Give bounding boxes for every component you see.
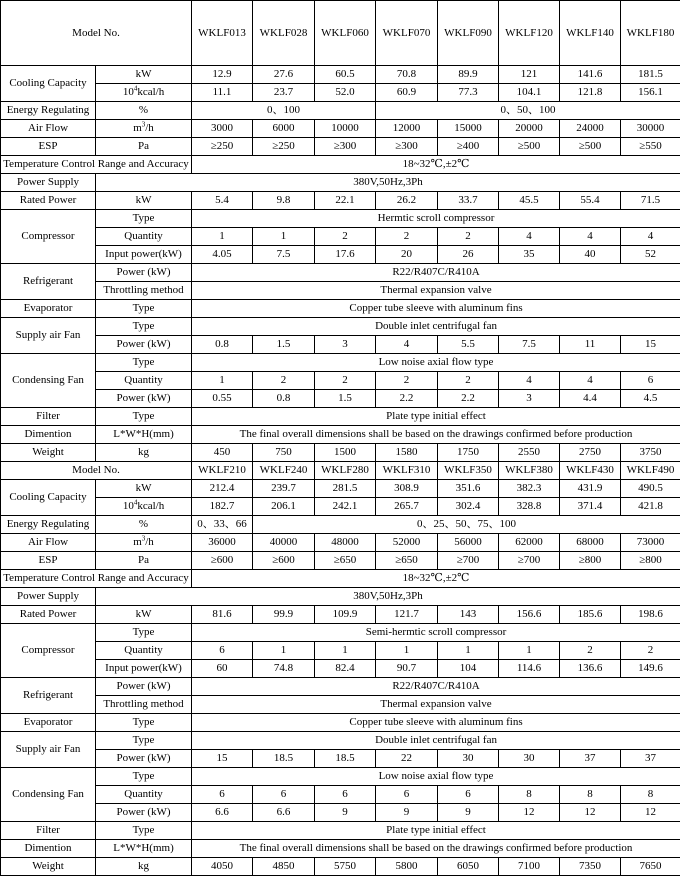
cond-fan-power-value: 9 [376,804,438,822]
power-supply-value: 380V,50Hz,3Ph [96,588,680,606]
compressor-input-value: 60 [192,660,253,678]
compressor-qty-value: 1 [253,642,315,660]
dimension-value: The final overall dimensions shall be based on the drawings confirmed before production [192,840,680,858]
evaporator-value: Copper tube sleeve with aluminum fins [192,714,680,732]
unit-percent: % [96,102,192,120]
cond-fan-qty-value: 4 [499,372,560,390]
compressor-input-value: 74.8 [253,660,315,678]
cond-fan-qty-value: 2 [438,372,499,390]
air-flow-value: 68000 [560,534,621,552]
energy-regulating-value: 0、100 [192,102,376,120]
weight-value: 3750 [621,444,680,462]
cooling-kcal-value: 23.7 [253,84,315,102]
refrigerant-label: Refrigerant [1,264,96,300]
throttling-label: Throttling method [96,696,192,714]
compressor-input-value: 136.6 [560,660,621,678]
unit-m3h: $m^3/h$ [96,534,192,552]
esp-label: ESP [1,138,96,156]
air-flow-value: 24000 [560,120,621,138]
cond-fan-qty-value: 2 [253,372,315,390]
cond-fan-qty-value: 2 [315,372,376,390]
model-cell: WKLF140 [560,1,621,66]
supply-fan-power-value: 4 [376,336,438,354]
rated-power-value: 9.8 [253,192,315,210]
compressor-qty-value: 6 [192,642,253,660]
unit-kw: kW [96,192,192,210]
type-label: Type [96,354,192,372]
cond-fan-power-value: 12 [560,804,621,822]
compressor-qty-value: 2 [560,642,621,660]
cond-fan-power-value: 9 [438,804,499,822]
energy-regulating-label: Energy Regulating [1,102,96,120]
model-cell: WKLF180 [621,1,680,66]
weight-value: 7100 [499,858,560,876]
air-flow-value: 73000 [621,534,680,552]
rated-power-label: Rated Power [1,192,96,210]
cooling-kcal-value: 302.4 [438,498,499,516]
cooling-kw-value: 12.9 [192,66,253,84]
throttling-label: Throttling method [96,282,192,300]
cooling-kcal-value: 265.7 [376,498,438,516]
power-supply-value: 380V,50Hz,3Ph [96,174,680,192]
air-flow-value: 62000 [499,534,560,552]
supply-fan-power-value: 15 [621,336,680,354]
supply-fan-power-value: 5.5 [438,336,499,354]
condensing-fan-type-value: Low noise axial flow type [192,768,680,786]
compressor-input-value: 52 [621,246,680,264]
weight-value: 2550 [499,444,560,462]
rated-power-value: 121.7 [376,606,438,624]
cooling-capacity-label: Cooling Capacity [1,66,96,102]
model-no-header: Model No. [1,1,192,66]
esp-value: ≥300 [315,138,376,156]
cooling-kw-value: 351.6 [438,480,499,498]
supply-fan-power-value: 18.5 [315,750,376,768]
cond-fan-power-value: 0.8 [253,390,315,408]
filter-label: Filter [1,408,96,426]
unit-pa: Pa [96,552,192,570]
cooling-kw-value: 141.6 [560,66,621,84]
weight-value: 7650 [621,858,680,876]
compressor-type-value: Semi-hermtic scroll compressor [192,624,680,642]
cooling-kw-value: 181.5 [621,66,680,84]
cooling-kcal-value: 121.8 [560,84,621,102]
air-flow-value: 20000 [499,120,560,138]
cooling-capacity-label: Cooling Capacity [1,480,96,516]
supply-fan-label: Supply air Fan [1,318,96,354]
model-cell: WKLF380 [499,462,560,480]
energy-regulating-value: 0、25、50、75、100 [253,516,680,534]
filter-value: Plate type initial effect [192,822,680,840]
rated-power-label: Rated Power [1,606,96,624]
cooling-kcal-value: 60.9 [376,84,438,102]
compressor-input-value: 40 [560,246,621,264]
cooling-kcal-value: 206.1 [253,498,315,516]
temperature-control-label: Temperature Control Range and Accuracy [1,570,192,588]
supply-fan-power-value: 22 [376,750,438,768]
cond-fan-qty-value: 2 [376,372,438,390]
unit-kg: kg [96,444,192,462]
cooling-kcal-value: 182.7 [192,498,253,516]
rated-power-value: 33.7 [438,192,499,210]
evaporator-label: Evaporator [1,714,96,732]
compressor-label: Compressor [1,210,96,264]
model-no-header: Model No. [1,462,192,480]
model-cell: WKLF490 [621,462,680,480]
refrigerant-value: R22/R407C/R410A [192,678,680,696]
esp-value: ≥700 [499,552,560,570]
unit-kcal: $10^4kcal/h$ [96,498,192,516]
rated-power-value: 55.4 [560,192,621,210]
rated-power-value: 26.2 [376,192,438,210]
dimension-label: Dimention [1,426,96,444]
unit-kw: kW [96,66,192,84]
compressor-input-value: 149.6 [621,660,680,678]
compressor-input-value: 114.6 [499,660,560,678]
rated-power-value: 198.6 [621,606,680,624]
cooling-kw-value: 89.9 [438,66,499,84]
supply-fan-power-value: 0.8 [192,336,253,354]
model-cell: WKLF028 [253,1,315,66]
air-flow-label: Air Flow [1,120,96,138]
air-flow-value: 3000 [192,120,253,138]
cooling-kw-value: 239.7 [253,480,315,498]
temperature-control-value: 18~32℃,±2℃ [192,570,680,588]
rated-power-value: 185.6 [560,606,621,624]
esp-value: ≥700 [438,552,499,570]
weight-value: 1580 [376,444,438,462]
model-cell: WKLF060 [315,1,376,66]
esp-value: ≥400 [438,138,499,156]
fan-power-label: Power (kW) [96,804,192,822]
cond-fan-qty-value: 8 [560,786,621,804]
compressor-input-value: 4.05 [192,246,253,264]
cond-fan-qty-value: 1 [192,372,253,390]
cooling-kw-value: 281.5 [315,480,376,498]
air-flow-value: 56000 [438,534,499,552]
esp-value: ≥300 [376,138,438,156]
supply-fan-power-value: 18.5 [253,750,315,768]
cond-fan-qty-value: 6 [621,372,680,390]
compressor-label: Compressor [1,624,96,678]
energy-regulating-value: 0、50、100 [376,102,680,120]
compressor-qty-value: 1 [192,228,253,246]
type-label: Type [96,732,192,750]
type-label: Type [96,624,192,642]
fan-power-label: Power (kW) [96,390,192,408]
weight-value: 4850 [253,858,315,876]
compressor-input-value: 104 [438,660,499,678]
cooling-kw-value: 70.8 [376,66,438,84]
rated-power-value: 45.5 [499,192,560,210]
temperature-control-label: Temperature Control Range and Accuracy [1,156,192,174]
power-supply-label: Power Supply [1,588,96,606]
cond-fan-power-value: 3 [499,390,560,408]
supply-fan-type-value: Double inlet centrifugal fan [192,318,680,336]
compressor-type-value: Hermtic scroll compressor [192,210,680,228]
cooling-kw-value: 382.3 [499,480,560,498]
cond-fan-qty-value: 4 [560,372,621,390]
esp-value: ≥250 [192,138,253,156]
compressor-input-value: 20 [376,246,438,264]
air-flow-value: 15000 [438,120,499,138]
model-cell: WKLF310 [376,462,438,480]
rated-power-value: 143 [438,606,499,624]
weight-value: 6050 [438,858,499,876]
cond-fan-qty-value: 6 [438,786,499,804]
supply-fan-type-value: Double inlet centrifugal fan [192,732,680,750]
model-cell: WKLF070 [376,1,438,66]
type-label: Type [96,318,192,336]
header-row [1,1,680,66]
compressor-input-value: 26 [438,246,499,264]
filter-label: Filter [1,822,96,840]
condensing-fan-type-value: Low noise axial flow type [192,354,680,372]
evaporator-label: Evaporator [1,300,96,318]
cooling-kcal-value: 77.3 [438,84,499,102]
unit-kcal: $10^4kcal/h$ [96,84,192,102]
model-cell: WKLF280 [315,462,376,480]
cond-fan-power-value: 4.4 [560,390,621,408]
filter-value: Plate type initial effect [192,408,680,426]
weight-value: 1750 [438,444,499,462]
dimension-value: The final overall dimensions shall be based on the drawings confirmed before production [192,426,680,444]
esp-value: ≥600 [192,552,253,570]
compressor-qty-value: 2 [315,228,376,246]
compressor-qty-value: 2 [621,642,680,660]
compressor-qty-value: 1 [376,642,438,660]
air-flow-value: 40000 [253,534,315,552]
esp-value: ≥800 [621,552,680,570]
cond-fan-qty-value: 8 [621,786,680,804]
unit-kw: kW [96,480,192,498]
cond-fan-qty-value: 8 [499,786,560,804]
rated-power-value: 156.6 [499,606,560,624]
model-cell: WKLF430 [560,462,621,480]
air-flow-value: 30000 [621,120,680,138]
weight-value: 1500 [315,444,376,462]
quantity-label: Quantity [96,786,192,804]
compressor-input-value: 35 [499,246,560,264]
fan-power-label: Power (kW) [96,750,192,768]
model-cell: WKLF090 [438,1,499,66]
unit-kg: kg [96,858,192,876]
cond-fan-power-value: 2.2 [376,390,438,408]
model-cell: WKLF240 [253,462,315,480]
cooling-kcal-value: 11.1 [192,84,253,102]
compressor-qty-value: 2 [438,228,499,246]
rated-power-value: 99.9 [253,606,315,624]
cond-fan-power-value: 6.6 [192,804,253,822]
esp-value: ≥800 [560,552,621,570]
cooling-kcal-value: 421.8 [621,498,680,516]
cond-fan-power-value: 2.2 [438,390,499,408]
supply-fan-power-value: 30 [438,750,499,768]
compressor-qty-value: 4 [499,228,560,246]
weight-value: 750 [253,444,315,462]
type-label: Type [96,210,192,228]
esp-label: ESP [1,552,96,570]
quantity-label: Quantity [96,642,192,660]
throttling-value: Thermal expansion valve [192,282,680,300]
supply-fan-power-value: 37 [621,750,680,768]
air-flow-value: 52000 [376,534,438,552]
input-power-label: Input power(kW) [96,246,192,264]
type-label: Type [96,408,192,426]
cond-fan-qty-value: 6 [253,786,315,804]
weight-label: Weight [1,858,96,876]
throttling-value: Thermal expansion valve [192,696,680,714]
unit-pa: Pa [96,138,192,156]
air-flow-label: Air Flow [1,534,96,552]
dimension-unit: L*W*H(mm) [96,426,192,444]
condensing-fan-label: Condensing Fan [1,354,96,408]
evaporator-value: Copper tube sleeve with aluminum fins [192,300,680,318]
esp-value: ≥650 [376,552,438,570]
cond-fan-power-value: 4.5 [621,390,680,408]
air-flow-value: 10000 [315,120,376,138]
compressor-qty-value: 1 [438,642,499,660]
weight-value: 7350 [560,858,621,876]
compressor-input-value: 7.5 [253,246,315,264]
model-cell: WKLF210 [192,462,253,480]
cond-fan-qty-value: 6 [315,786,376,804]
rated-power-value: 71.5 [621,192,680,210]
cooling-kw-value: 490.5 [621,480,680,498]
unit-m3h: $m^3/h$ [96,120,192,138]
weight-value: 2750 [560,444,621,462]
weight-value: 5800 [376,858,438,876]
supply-fan-power-value: 1.5 [253,336,315,354]
compressor-qty-value: 1 [315,642,376,660]
esp-value: ≥250 [253,138,315,156]
esp-value: ≥500 [499,138,560,156]
esp-value: ≥650 [315,552,376,570]
dimension-unit: L*W*H(mm) [96,840,192,858]
power-supply-label: Power Supply [1,174,96,192]
quantity-label: Quantity [96,228,192,246]
supply-fan-power-value: 15 [192,750,253,768]
rated-power-value: 81.6 [192,606,253,624]
condensing-fan-label: Condensing Fan [1,768,96,822]
supply-fan-power-value: 30 [499,750,560,768]
model-cell: WKLF013 [192,1,253,66]
cond-fan-power-value: 1.5 [315,390,376,408]
supply-fan-power-value: 7.5 [499,336,560,354]
ref-power-label: Power (kW) [96,264,192,282]
cooling-kcal-value: 104.1 [499,84,560,102]
cond-fan-qty-value: 6 [192,786,253,804]
cond-fan-power-value: 0.55 [192,390,253,408]
cond-fan-power-value: 6.6 [253,804,315,822]
cooling-kw-value: 121 [499,66,560,84]
cond-fan-qty-value: 6 [376,786,438,804]
ref-power-label: Power (kW) [96,678,192,696]
fan-power-label: Power (kW) [96,336,192,354]
esp-value: ≥550 [621,138,680,156]
compressor-qty-value: 4 [560,228,621,246]
compressor-input-value: 90.7 [376,660,438,678]
dimension-label: Dimention [1,840,96,858]
weight-value: 4050 [192,858,253,876]
cooling-kcal-value: 371.4 [560,498,621,516]
model-cell: WKLF120 [499,1,560,66]
supply-fan-power-value: 3 [315,336,376,354]
energy-regulating-value: 0、33、66 [192,516,253,534]
type-label: Type [96,822,192,840]
cooling-kw-value: 60.5 [315,66,376,84]
refrigerant-value: R22/R407C/R410A [192,264,680,282]
air-flow-value: 6000 [253,120,315,138]
supply-fan-power-value: 37 [560,750,621,768]
compressor-input-value: 17.6 [315,246,376,264]
supply-fan-power-value: 11 [560,336,621,354]
rated-power-value: 5.4 [192,192,253,210]
weight-label: Weight [1,444,96,462]
refrigerant-label: Refrigerant [1,678,96,714]
compressor-qty-value: 1 [499,642,560,660]
compressor-qty-value: 1 [253,228,315,246]
cooling-kcal-value: 242.1 [315,498,376,516]
air-flow-value: 12000 [376,120,438,138]
cooling-kw-value: 212.4 [192,480,253,498]
cooling-kcal-value: 328.8 [499,498,560,516]
rated-power-value: 22.1 [315,192,376,210]
compressor-qty-value: 2 [376,228,438,246]
type-label: Type [96,300,192,318]
unit-percent: % [96,516,192,534]
model-cell: WKLF350 [438,462,499,480]
compressor-input-value: 82.4 [315,660,376,678]
cooling-kw-value: 308.9 [376,480,438,498]
type-label: Type [96,768,192,786]
cond-fan-power-value: 9 [315,804,376,822]
header-row [1,462,680,480]
air-flow-value: 48000 [315,534,376,552]
quantity-label: Quantity [96,372,192,390]
air-flow-value: 36000 [192,534,253,552]
temperature-control-value: 18~32℃,±2℃ [192,156,680,174]
weight-value: 450 [192,444,253,462]
cond-fan-power-value: 12 [621,804,680,822]
cooling-kcal-value: 52.0 [315,84,376,102]
energy-regulating-label: Energy Regulating [1,516,96,534]
unit-kw: kW [96,606,192,624]
input-power-label: Input power(kW) [96,660,192,678]
esp-value: ≥600 [253,552,315,570]
type-label: Type [96,714,192,732]
rated-power-value: 109.9 [315,606,376,624]
supply-fan-label: Supply air Fan [1,732,96,768]
cooling-kcal-value: 156.1 [621,84,680,102]
compressor-qty-value: 4 [621,228,680,246]
esp-value: ≥500 [560,138,621,156]
cooling-kw-value: 27.6 [253,66,315,84]
weight-value: 5750 [315,858,376,876]
cooling-kw-value: 431.9 [560,480,621,498]
cond-fan-power-value: 12 [499,804,560,822]
